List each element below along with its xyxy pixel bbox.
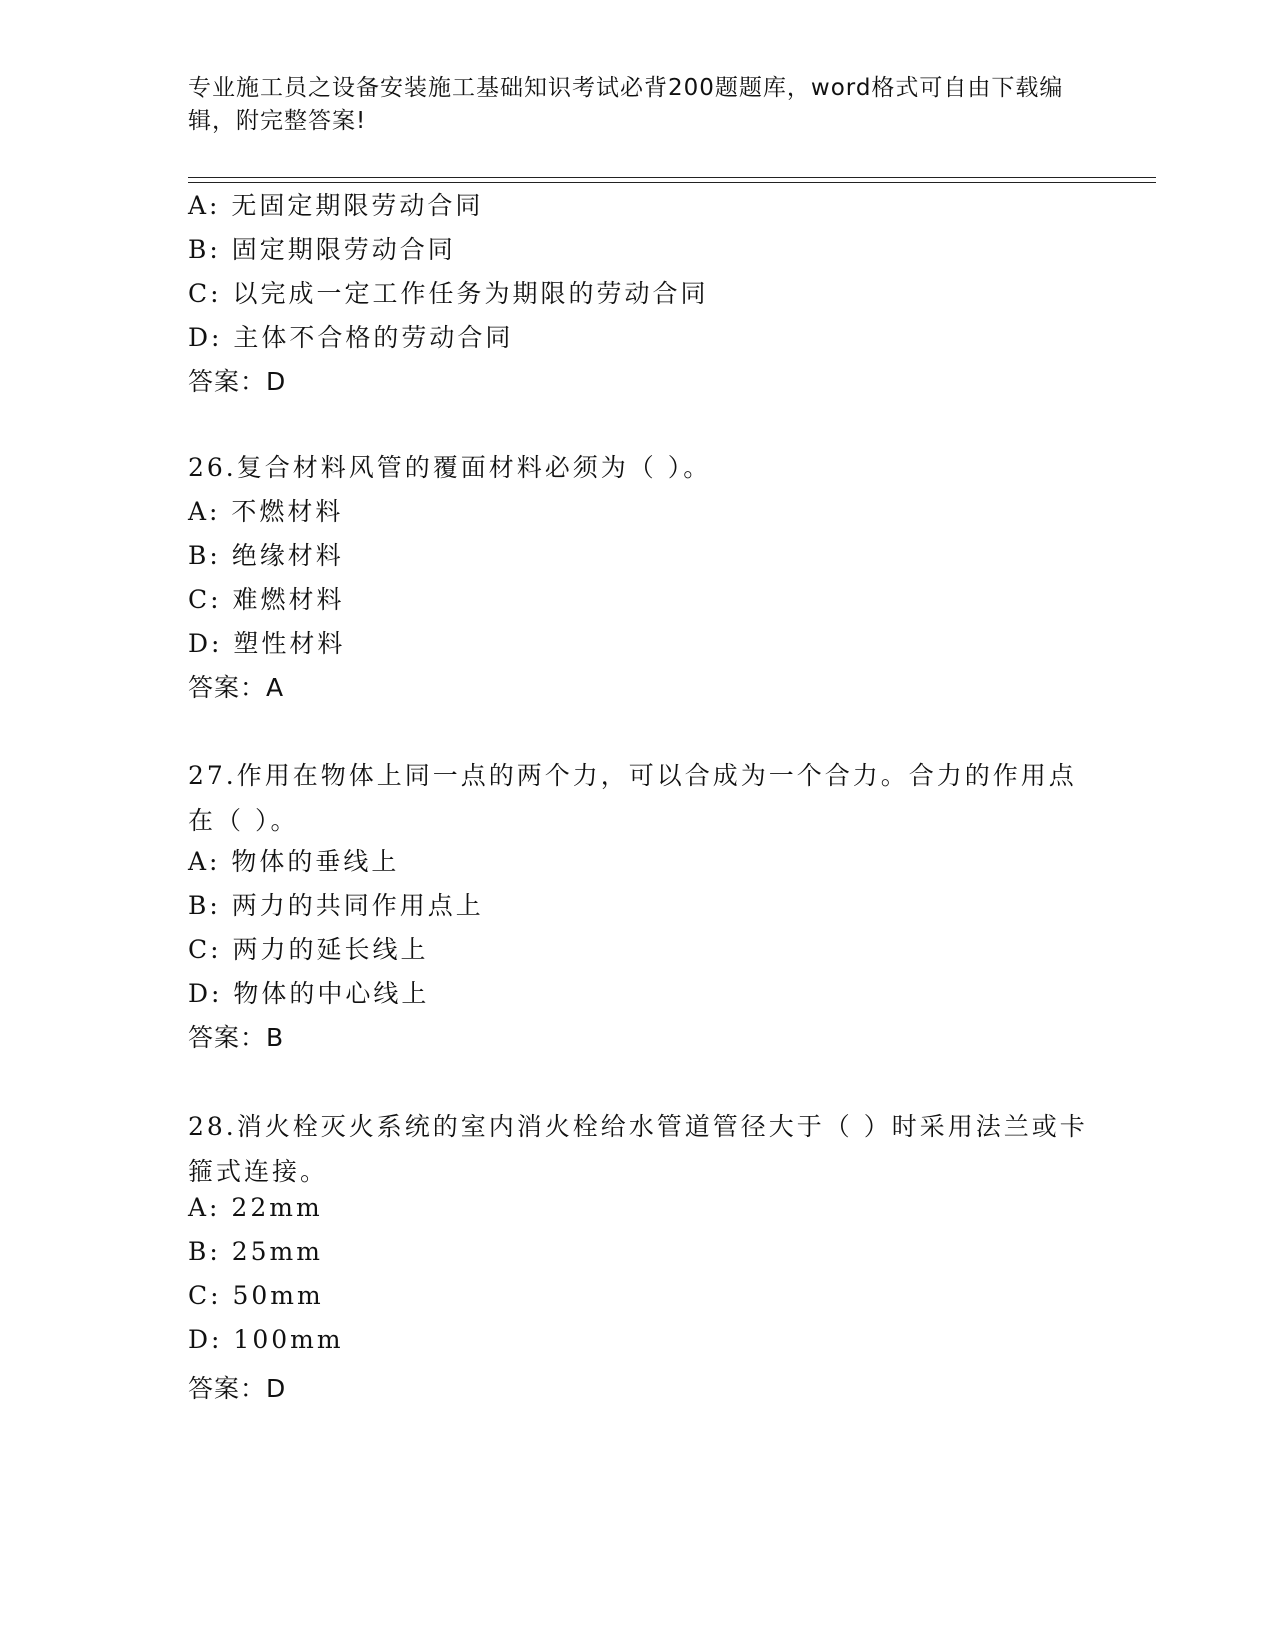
- option-b: B: 固定期限劳动合同: [188, 235, 456, 264]
- option-c: C: 以完成一定工作任务为期限的劳动合同: [188, 279, 709, 308]
- option-a: A: 22mm: [188, 1193, 323, 1222]
- option-b: B: 绝缘材料: [188, 541, 344, 570]
- option-c: C: 50mm: [188, 1281, 324, 1310]
- answer: 答案：D: [188, 1374, 287, 1403]
- option-a: A: 无固定期限劳动合同: [188, 191, 484, 220]
- question-text: 28.消火栓灭火系统的室内消火栓给水管道管径大于（ ）时采用法兰或卡箍式连接。: [188, 1112, 1088, 1186]
- option-d: D: 物体的中心线上: [188, 979, 430, 1008]
- option-b: B: 两力的共同作用点上: [188, 891, 484, 920]
- option-d: D: 100mm: [188, 1325, 344, 1354]
- option-a: A: 不燃材料: [188, 497, 344, 526]
- option-c: C: 两力的延长线上: [188, 935, 429, 964]
- option-a: A: 物体的垂线上: [188, 847, 400, 876]
- document-header: 专业施工员之设备安装施工基础知识考试必背200题题库，word格式可自由下载编辑，附完整答案!: [188, 75, 1064, 134]
- answer: 答案：D: [188, 367, 287, 396]
- option-d: D: 主体不合格的劳动合同: [188, 323, 514, 352]
- option-c: C: 难燃材料: [188, 585, 345, 614]
- header-divider-bottom: [188, 182, 1156, 183]
- header-divider-top: [188, 177, 1156, 178]
- option-d: D: 塑性材料: [188, 629, 346, 658]
- question-text: 26.复合材料风管的覆面材料必须为（ ）。: [188, 453, 712, 482]
- answer: 答案：B: [188, 1023, 285, 1052]
- question-text: 27.作用在物体上同一点的两个力，可以合成为一个合力。合力的作用点在（ ）。: [188, 761, 1077, 835]
- answer: 答案：A: [188, 673, 285, 702]
- option-b: B: 25mm: [188, 1237, 323, 1266]
